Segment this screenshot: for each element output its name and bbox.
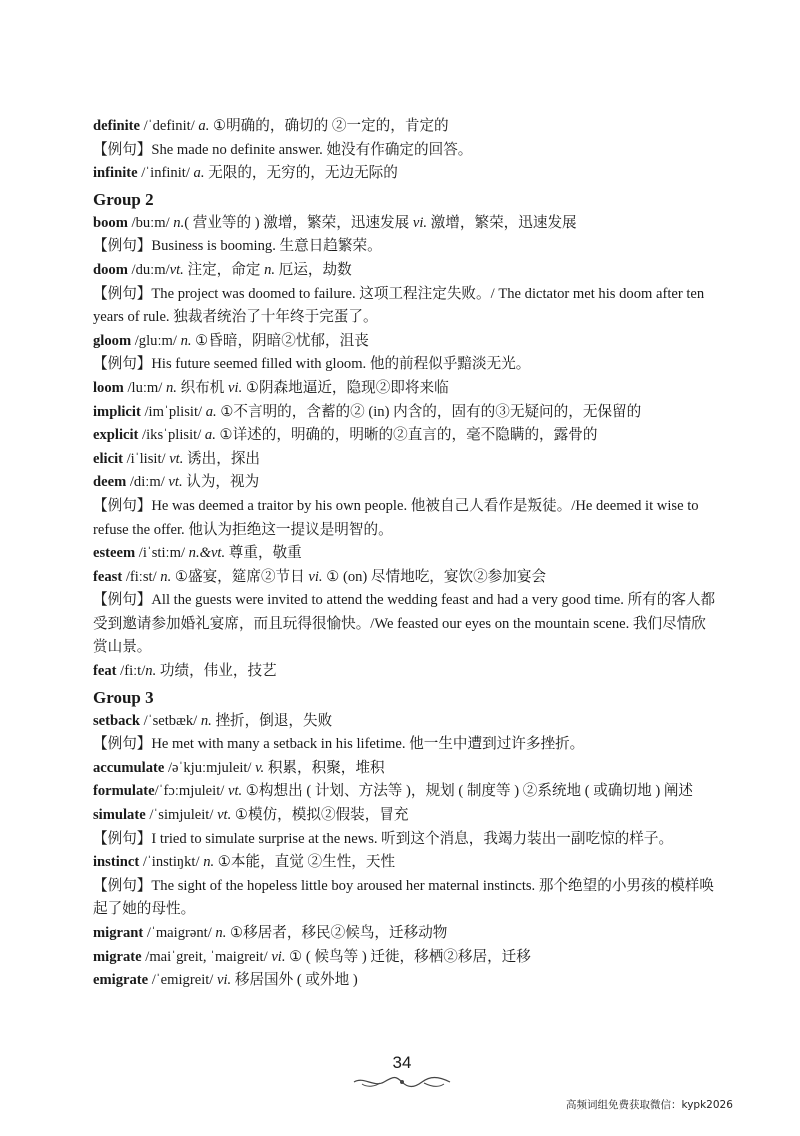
phonetic: /ˈsimjuleit/: [145, 807, 218, 824]
page-number-ornament: [350, 1074, 454, 1090]
headword: instinct: [93, 854, 140, 871]
entry-setback: [93, 710, 718, 734]
headword: definite: [93, 118, 141, 134]
part-of-speech: a.: [205, 403, 217, 420]
part-of-speech: n.&vt.: [188, 545, 226, 562]
definition: ( 营业等的 ) 激增，繁荣，迅速发展: [184, 214, 413, 231]
definition: 织布机: [176, 379, 229, 396]
entry-feast: [93, 566, 718, 590]
part-of-speech: a.: [198, 118, 210, 134]
part-of-speech: n.: [173, 214, 185, 231]
part-of-speech-2: vi.: [412, 214, 428, 231]
example-text: All the guests were invited to attend the wedding feast and had a very good time. 所有的客人都受到邀请参加婚礼宴席，而且玩得很愉快。/We feasted our eyes on the mountain scene. 我们尽情欣赏山景。: [93, 592, 716, 656]
part-of-speech: n.: [160, 568, 172, 585]
part-of-speech: n.: [203, 854, 215, 871]
entry-emigrate: [93, 969, 718, 993]
vocabulary-list: [93, 115, 718, 993]
example-text: He was deemed a traitor by his own people. 他被自己人看作是叛徒。/He deemed it wise to refuse the offer. 他认为拒绝这一提议是明智的。: [93, 497, 699, 538]
phonetic: /gluːm/: [131, 332, 181, 349]
phonetic: /əˈkjuːmjuleit/: [164, 759, 256, 776]
part-of-speech: vt.: [168, 474, 183, 491]
phonetic: /ˈdefinit/: [140, 118, 199, 134]
example-text: Business is booming. 生意日趋繁荣。: [151, 238, 382, 255]
example-label: 【例句】: [93, 356, 152, 373]
part-of-speech: vt.: [169, 261, 184, 278]
phonetic: /buːm/: [127, 214, 174, 231]
part-of-speech: a.: [193, 165, 205, 182]
example-text: I tried to simulate surprise at the news. 听到这个消息，我竭力装出一副吃惊的样子。: [151, 830, 674, 847]
entry-instinct: [93, 851, 718, 875]
definition: ①昏暗，阴暗②忧郁，沮丧: [191, 332, 369, 349]
example-doom: [93, 283, 718, 330]
phonetic: /iˈlisit/: [122, 450, 170, 467]
phonetic: /ˈmaigrənt/: [143, 925, 216, 941]
headword: esteem: [93, 545, 136, 562]
entry-doom: [93, 259, 718, 283]
example-deem: [93, 495, 718, 542]
phonetic: /maiˈgreit, ˈmaigreit/: [141, 948, 272, 965]
entry-deem: [93, 471, 718, 495]
headword: feat: [93, 663, 117, 680]
entry-migrant: [93, 922, 718, 946]
entry-definite: [93, 115, 718, 139]
phonetic: /ˈinfinit/: [137, 165, 194, 182]
headword: setback: [93, 712, 141, 729]
entry-formulate: [93, 780, 718, 804]
definition: ①明确的，确切的 ②一定的，肯定的: [209, 118, 449, 134]
phonetic: /luːm/: [123, 379, 166, 396]
part-of-speech: n.: [165, 379, 177, 396]
entry-boom: [93, 212, 718, 236]
part-of-speech: n.: [180, 332, 192, 349]
headword: elicit: [93, 450, 123, 467]
headword: simulate: [93, 807, 146, 824]
part-of-speech: vt.: [169, 450, 184, 467]
headword: gloom: [93, 332, 132, 349]
part-of-speech: vt.: [217, 807, 232, 824]
headword: doom: [93, 261, 128, 278]
example-label: 【例句】: [93, 497, 152, 514]
headword: implicit: [93, 403, 141, 420]
headword: explicit: [93, 427, 139, 444]
part-of-speech: vi.: [271, 948, 286, 965]
definition: 移居国外 ( 或外地 ): [231, 972, 358, 989]
example-label: 【例句】: [93, 141, 152, 158]
headword: emigrate: [93, 972, 149, 989]
definition: 尊重，敬重: [225, 545, 302, 562]
entry-explicit: [93, 424, 718, 448]
entry-infinite: [93, 162, 718, 186]
headword: accumulate: [93, 759, 165, 776]
headword: boom: [93, 214, 128, 231]
phonetic: /duːm/: [127, 261, 170, 278]
headword: infinite: [93, 165, 138, 182]
example-boom: [93, 235, 718, 259]
example-instinct: [93, 875, 718, 922]
definition-2: 激增，繁荣，迅速发展: [427, 214, 577, 231]
part-of-speech-2: vi.: [308, 568, 323, 585]
definition: ①模仿，模拟②假装，冒充: [231, 807, 409, 824]
definition: 功绩，伟业，技艺: [156, 663, 277, 680]
part-of-speech: vt.: [227, 783, 243, 800]
definition: 挫折，倒退，失败: [211, 712, 333, 729]
phonetic: /fiːt/: [116, 663, 146, 680]
definition: 积累，积聚，堆积: [264, 759, 385, 776]
definition: ①详述的，明确的，明晰的②直言的，毫不隐瞒的，露骨的: [215, 427, 598, 444]
entry-migrate: [93, 946, 718, 970]
phonetic: /ˈsetbæk/: [140, 712, 201, 729]
example-simulate: [93, 828, 718, 852]
definition: 认为，视为: [182, 474, 260, 491]
phonetic: /ˈemigreit/: [148, 972, 218, 989]
entry-esteem: [93, 542, 718, 566]
example-gloom: [93, 353, 718, 377]
entry-loom: [93, 377, 718, 401]
entry-gloom: [93, 330, 718, 354]
definition-2: 厄运，劫数: [275, 261, 352, 278]
example-label: 【例句】: [93, 736, 152, 753]
phonetic: /diːm/: [126, 474, 169, 491]
entry-implicit: [93, 401, 718, 425]
entry-feat: [93, 660, 718, 684]
example-label: 【例句】: [93, 238, 152, 255]
part-of-speech: a.: [204, 427, 216, 444]
headword: feast: [93, 568, 123, 585]
definition: ①本能，直觉 ②生性，天性: [214, 854, 396, 871]
phonetic: /iksˈplisit/: [138, 427, 205, 444]
headword: formulate: [93, 783, 155, 800]
definition: ①盛宴，筵席②节日: [171, 568, 309, 585]
example-text: The project was doomed to failure. 这项工程注定失败。/ The dictator met his doom after ten years of rule. 独裁者统治了十年终于完蛋了。: [93, 285, 705, 326]
page-number: 34: [392, 1053, 412, 1072]
headword: loom: [93, 379, 124, 396]
example-text: The sight of the hopeless little boy aroused her maternal instincts. 那个绝望的小男孩的模样唤起了她的母性。: [93, 877, 714, 918]
example-label: 【例句】: [93, 830, 152, 847]
part-of-speech-2: vi.: [228, 379, 243, 396]
footer-note: 高频词组免费获取微信：kypk2026: [566, 1099, 733, 1111]
part-of-speech: v.: [255, 759, 265, 776]
part-of-speech: n.: [200, 712, 212, 729]
definition: ① ( 候鸟等 ) 迁徙，移栖②移居，迁移: [285, 948, 531, 965]
part-of-speech: vi.: [217, 972, 232, 989]
definition: 诱出，探出: [183, 450, 261, 467]
example-text: His future seemed filled with gloom. 他的前程似乎黯淡无光。: [151, 356, 531, 373]
definition: ①构想出 ( 计划、方法等 )，规划 ( 制度等 ) ②系统地 ( 或确切地 ) 阐述: [242, 783, 694, 800]
phonetic: /ˈinstiŋkt/: [139, 854, 204, 871]
headword: deem: [93, 474, 127, 491]
example-label: 【例句】: [93, 592, 152, 609]
definition: 无限的，无穷的，无边无际的: [204, 165, 398, 182]
example-label: 【例句】: [93, 285, 152, 302]
part-of-speech: n.: [215, 925, 227, 941]
definition: ①移居者，移民②候鸟，迁移动物: [226, 925, 448, 941]
phonetic: /ˈfɔːmjuleit/: [154, 783, 228, 800]
entry-elicit: [93, 448, 718, 472]
part-of-speech: n.: [145, 663, 157, 680]
definition-2: ①阴森地逼近，隐现②即将来临: [242, 379, 449, 396]
example-feast: [93, 589, 718, 660]
definition: 注定，命定: [183, 261, 265, 278]
phonetic: /iˈstiːm/: [135, 545, 189, 562]
entry-simulate: [93, 804, 718, 828]
example-definite: [93, 139, 718, 163]
example-setback: [93, 733, 718, 757]
definition: ①不言明的，含蓄的② (in) 内含的，固有的③无疑问的，无保留的: [216, 403, 642, 420]
example-text: She made no definite answer. 她没有作确定的回答。: [151, 141, 473, 158]
part-of-speech-2: n.: [264, 261, 276, 278]
example-label: 【例句】: [93, 877, 152, 894]
group-3-heading: Group 3: [93, 687, 154, 707]
phonetic: /imˈplisit/: [140, 403, 206, 420]
headword: migrant: [93, 925, 144, 941]
example-text: He met with many a setback in his lifetime. 他一生中遭到过许多挫折。: [151, 736, 585, 753]
entry-accumulate: [93, 757, 718, 781]
definition-2: ① (on) 尽情地吃，宴饮②参加宴会: [322, 568, 547, 585]
group-2-heading: Group 2: [93, 189, 154, 209]
phonetic: /fiːst/: [122, 568, 161, 585]
headword: migrate: [93, 948, 142, 965]
